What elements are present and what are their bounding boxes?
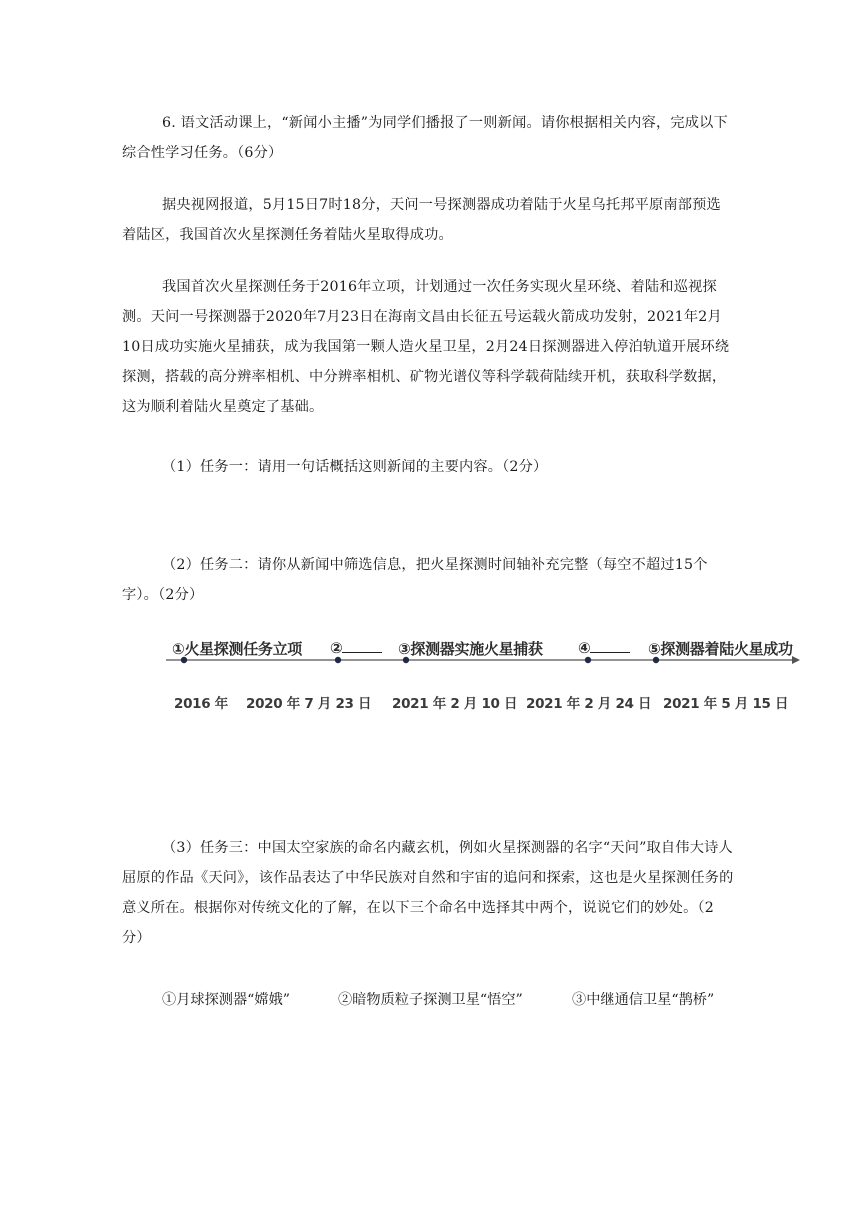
timeline-date-5: 2021 年 5 月 15 日 bbox=[663, 696, 789, 712]
mars-timeline bbox=[160, 630, 810, 720]
news-paragraph-1: 据央视网报道，5月15日7时18分，天问一号探测器成功着陆于火星乌托邦平原南部预选着陆区，我国首次火星探测任务着陆火星取得成功。 bbox=[122, 197, 721, 243]
timeline-blank-2[interactable] bbox=[342, 638, 382, 653]
timeline-date-3: 2021 年 2 月 10 日 bbox=[392, 696, 518, 712]
timeline-marker-2 bbox=[335, 657, 341, 663]
task-3: （3）任务三：中国太空家族的命名内藏玄机，例如火星探测器的名字“天问”取自伟大诗人屈原的作品《天问》，该作品表达了中华民族对自然和宇宙的追问和探索，这也是火星探测任务的意义所在。根据你对传统文化的了解，在以下三个命名中选择其中两个，说说它们的妙处。（2分） bbox=[122, 840, 734, 946]
question-intro: 6. 语文活动课上，“新闻小主播”为同学们播报了一则新闻。请你根据相关内容，完成以下综合性学习任务。（6分） bbox=[122, 115, 728, 161]
timeline-date-1: 2016 年 bbox=[174, 696, 228, 712]
timeline-marker-4 bbox=[585, 657, 591, 663]
timeline-blank-4[interactable] bbox=[590, 638, 630, 653]
option-change: ①月球探测器“嫦娥” bbox=[162, 992, 291, 1008]
option-wukong: ②暗物质粒子探测卫星“悟空” bbox=[338, 992, 523, 1008]
timeline-arrow-icon bbox=[792, 656, 800, 664]
task-1: （1）任务一：请用一句话概括这则新闻的主要内容。（2分） bbox=[162, 459, 548, 475]
timeline-event-1: ①火星探测任务立项 bbox=[172, 640, 303, 658]
timeline-event-3: ③探测器实施火星捕获 bbox=[398, 640, 543, 658]
timeline-event-2: ② bbox=[330, 638, 382, 657]
timeline-date-4: 2021 年 2 月 24 日 bbox=[526, 696, 652, 712]
timeline-event-4: ④ bbox=[578, 638, 630, 657]
timeline-date-2: 2020 年 7 月 23 日 bbox=[246, 696, 372, 712]
task-2: （2）任务二：请你从新闻中筛选信息，把火星探测时间轴补充完整（每空不超过15个字）。（2分） bbox=[122, 557, 708, 603]
news-paragraph-2: 我国首次火星探测任务于2016年立项，计划通过一次任务实现火星环绕、着陆和巡视探测。天问一号探测器于2020年7月23日在海南文昌由长征五号运载火箭成功发射，2021年2月10日成功实施火星捕获，成为我国第一颗人造火星卫星，2月24日探测器进入停泊轨道开展环绕探测，搭载的高分辨率相机、中分辨率相机、矿物光谱仪等科学载荷陆续开机，获取科学数据，这为顺利着陆火星奠定了基础。 bbox=[122, 279, 730, 415]
option-queqiao: ③中继通信卫星“鹊桥” bbox=[572, 992, 715, 1008]
timeline-event-5: ⑤探测器着陆火星成功 bbox=[648, 640, 793, 658]
